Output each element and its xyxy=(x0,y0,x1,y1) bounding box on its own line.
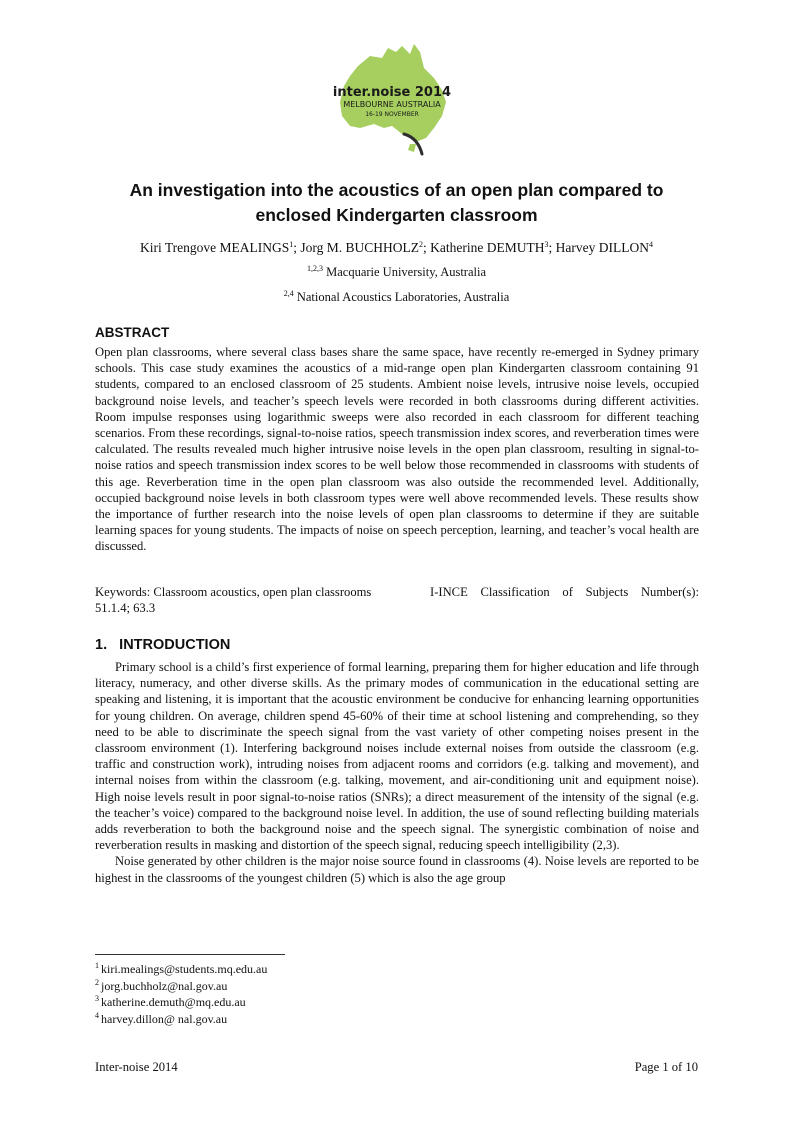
paragraph: Primary school is a child’s first experience of formal learning, preparing them for higher education and life through literacy, numeracy, and other diverse skills. As the primary modes of communication in the educational setting are speaking and listening, it is important that the acoustic environment be conducive for enhancing learning opportunities for young children. On average, children spend 45-60% of their time at school listening and comprehending, so they need to be able to discriminate the speech signal from the vast variety of other competing noises present in the classroom environment (1). Interfering background noises include external noises from outside the classroom (e.g. traffic and construction work), intruding noises from adjacent rooms and corridors (e.g. talking and movement), and internal noises from within the classroom (e.g. talking, movement, and air-conditioning unit and equipment noise). High noise levels result in poor signal-to-noise ratios (SNRs); a direct measurement of the intensity of the signal (e.g. the teacher’s voice) compared to the background noise level. In addition, the use of sound reflecting building materials adds reverberation to both the background noise and the speech signal. The synergistic combination of noise and reverberation results in masking and distortion of the speech signal, reducing speech intelligibility (2,3). xyxy=(95,660,699,853)
author: Jorg M. BUCHHOLZ$^2$; xyxy=(300,240,431,255)
footnote: $^2$ jorg.buchholz@nal.gov.au xyxy=(95,977,228,993)
author-list xyxy=(95,239,698,257)
logo-line2: MELBOURNE AUSTRALIA xyxy=(343,100,441,109)
page-number: Page 1 of 10 xyxy=(634,1060,698,1074)
ince-classification: I-INCE Classification of Subjects Number(s): xyxy=(430,585,699,599)
footnote-divider xyxy=(95,954,285,955)
keywords-list: Keywords: Classroom acoustics, open plan classrooms xyxy=(95,585,372,599)
author: Harvey DILLON$^4$ xyxy=(555,240,653,255)
paragraph: Noise generated by other children is the major noise source found in classrooms (4). Noise levels are reported to be highest in the classrooms of the youngest children (5) which is also the age group xyxy=(95,854,699,885)
logo-line1: inter.noise 2014 xyxy=(332,85,452,100)
conference-logo xyxy=(330,38,455,156)
ince-numbers: 51.1.4; 63.3 xyxy=(95,601,156,616)
paper-title: An investigation into the acoustics of an open plan compared to enclosed Kindergarten classroom xyxy=(129,180,664,225)
australia-map-icon xyxy=(330,38,455,156)
author: Katherine DEMUTH$^3$; xyxy=(430,240,556,255)
footnote: $^4$ harvey.dillon@ nal.gov.au xyxy=(95,1010,228,1026)
footnote: $^1$ kiri.mealings@students.mq.edu.au xyxy=(95,961,268,976)
introduction-body xyxy=(95,659,699,886)
abstract-heading: ABSTRACT xyxy=(95,325,170,340)
footnotes xyxy=(95,961,267,1027)
introduction-heading: 1. INTRODUCTION xyxy=(95,637,231,653)
author: Kiri Trengove MEALINGS$^1$; xyxy=(139,240,301,255)
affiliation: $^{2,4}$ National Acoustics Laboratories, Australia xyxy=(283,289,510,304)
affiliation: $^{1,2,3}$ Macquarie University, Australia xyxy=(306,264,487,279)
footer-conference: Inter-noise 2014 xyxy=(95,1060,178,1074)
abstract-text: Open plan classrooms, where several class bases share the same space, have recently re-emerged in Sydney primary schools. This case study examines the acoustics of a mid-range open plan Kindergarten classroom containing 91 students, compared to an enclosed classroom of 25 students. Ambient noise levels, intrusive noise levels, occupied background noise levels, and teacher’s speech levels were recorded in both classrooms during different activities. Room impulse responses using logarithmic sweeps were also recorded in each classroom for different teaching scenarios. From these recordings, signal-to-noise ratios, speech transmission index scores, and reverberation times were calculated. The results revealed much higher intrusive noise levels in the open plan classroom, resulting in signal-to-noise ratios and speech transmission index scores to be well below those recommended in classrooms with students of this age. Reverberation time in the open plan classroom was also outside the recommended level. Additionally, occupied background noise levels in both classroom types were well above recommended levels. These results show the importance of further research into the noise levels of open plan classrooms to determine if they are suitable learning spaces for young students. The impacts of noise on speech perception, learning, and teacher’s vocal health are discussed. xyxy=(95,345,699,554)
logo-line3: 16-19 NOVEMBER xyxy=(365,111,419,118)
footnote: $^3$ katherine.demuth@mq.edu.au xyxy=(95,994,246,1009)
